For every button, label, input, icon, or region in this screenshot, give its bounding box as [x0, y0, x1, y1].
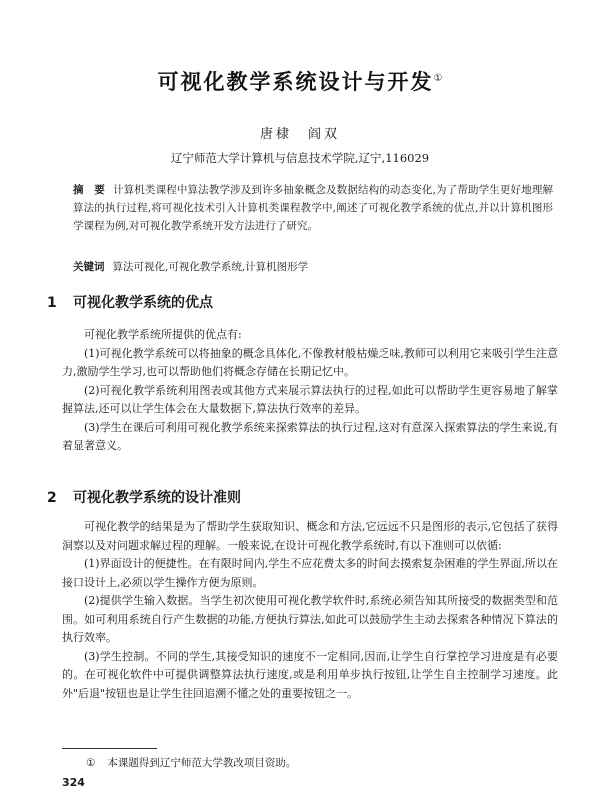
- footnote: [86, 755, 296, 770]
- section-2-body: [62, 518, 558, 703]
- section-2-paragraph: (2)提供学生输入数据。当学生初次使用可视化教学软件时,系统必须告知其所接受的数据类型和范围。如可利用系统自行产生数据的功能,方便执行算法,如此可以鼓励学生主动去探索各种情况下算法的执行效率。: [62, 594, 558, 644]
- affiliation: 辽宁师范大学计算机与信息技术学院,辽宁,116029: [170, 151, 430, 165]
- section-2-number: 2: [47, 490, 57, 506]
- keywords-label: 关键词: [73, 261, 105, 273]
- keywords: [73, 258, 553, 276]
- section-1-paragraph: 可视化教学系统所提供的优点有:: [84, 328, 242, 341]
- abstract-label: 摘 要: [73, 184, 105, 196]
- section-1-paragraph: (3)学生在课后可利用可视化教学系统来探索算法的执行过程,这对有意深入探索算法的学生来说,有着显著意义。: [62, 420, 558, 452]
- section-1-title: 可视化教学系统的优点: [73, 295, 213, 311]
- authors: 唐棣 阎双: [259, 127, 340, 142]
- section-1-body: [62, 326, 558, 456]
- section-1-paragraph: (2)可视化教学系统利用图表或其他方式来展示算法执行的过程,如此可以帮助学生更容易地了解掌握算法,还可以让学生体会在大量数据下,算法执行效率的差异。: [62, 383, 558, 415]
- abstract-text: 计算机类课程中算法教学涉及到许多抽象概念及数据结构的动态变化,为了帮助学生更好地理解算法的执行过程,将可视化技术引入计算机类课程教学中,阐述了可视化教学系统的优点,并以计算机图形学课程为例,对可视化教学系统开发方法进行了研究。: [73, 184, 554, 232]
- footnote-divider: [62, 748, 157, 749]
- footnote-text: 本课题得到辽宁师范大学教改项目资助。: [107, 757, 297, 769]
- page-number: 324: [62, 776, 85, 789]
- footnote-mark: ①: [86, 757, 96, 769]
- section-2-title: 可视化教学系统的设计准则: [73, 490, 241, 506]
- section-2-paragraph: (1)界面设计的便捷性。在有限时间内,学生不应花费太多的时间去摸索复杂困难的学生界面,所以在接口设计上,必须以学生操作方便为原则。: [62, 557, 558, 589]
- paper-title-text: 可视化教学系统设计与开发: [157, 70, 434, 94]
- section-2-paragraph: (3)学生控制。不同的学生,其接受知识的速度不一定相同,因而,让学生自行掌控学习进度是有必要的。在可视化软件中可提供调整算法执行速度,或是利用单步执行按钮,让学生自主控制学习速度。此外"后退"按钮也是让学生往回追溯不懂之处的重要按钮之一。: [62, 649, 558, 700]
- abstract: [73, 181, 553, 235]
- section-1-number: 1: [47, 295, 57, 311]
- keywords-text: 算法可视化,可视化教学系统,计算机图形学: [112, 261, 309, 273]
- section-1-paragraph: (1)可视化教学系统可以将抽象的概念具体化,不像教材般枯燥乏味,教师可以利用它来吸引学生注意力,激励学生学习,也可以帮助他们将概念存储在长期记忆中。: [62, 346, 558, 378]
- paper-title: [0, 66, 600, 96]
- section-2-paragraph: 可视化教学的结果是为了帮助学生获取知识、概念和方法,它远远不只是图形的表示,它包括了获得洞察以及对问题求解过程的理解。一般来说,在设计可视化教学系统时,有以下准则可以依循:: [62, 520, 558, 552]
- section-2-heading: [47, 487, 241, 507]
- section-1-heading: [47, 292, 213, 312]
- title-footnote-mark: ①: [433, 73, 443, 84]
